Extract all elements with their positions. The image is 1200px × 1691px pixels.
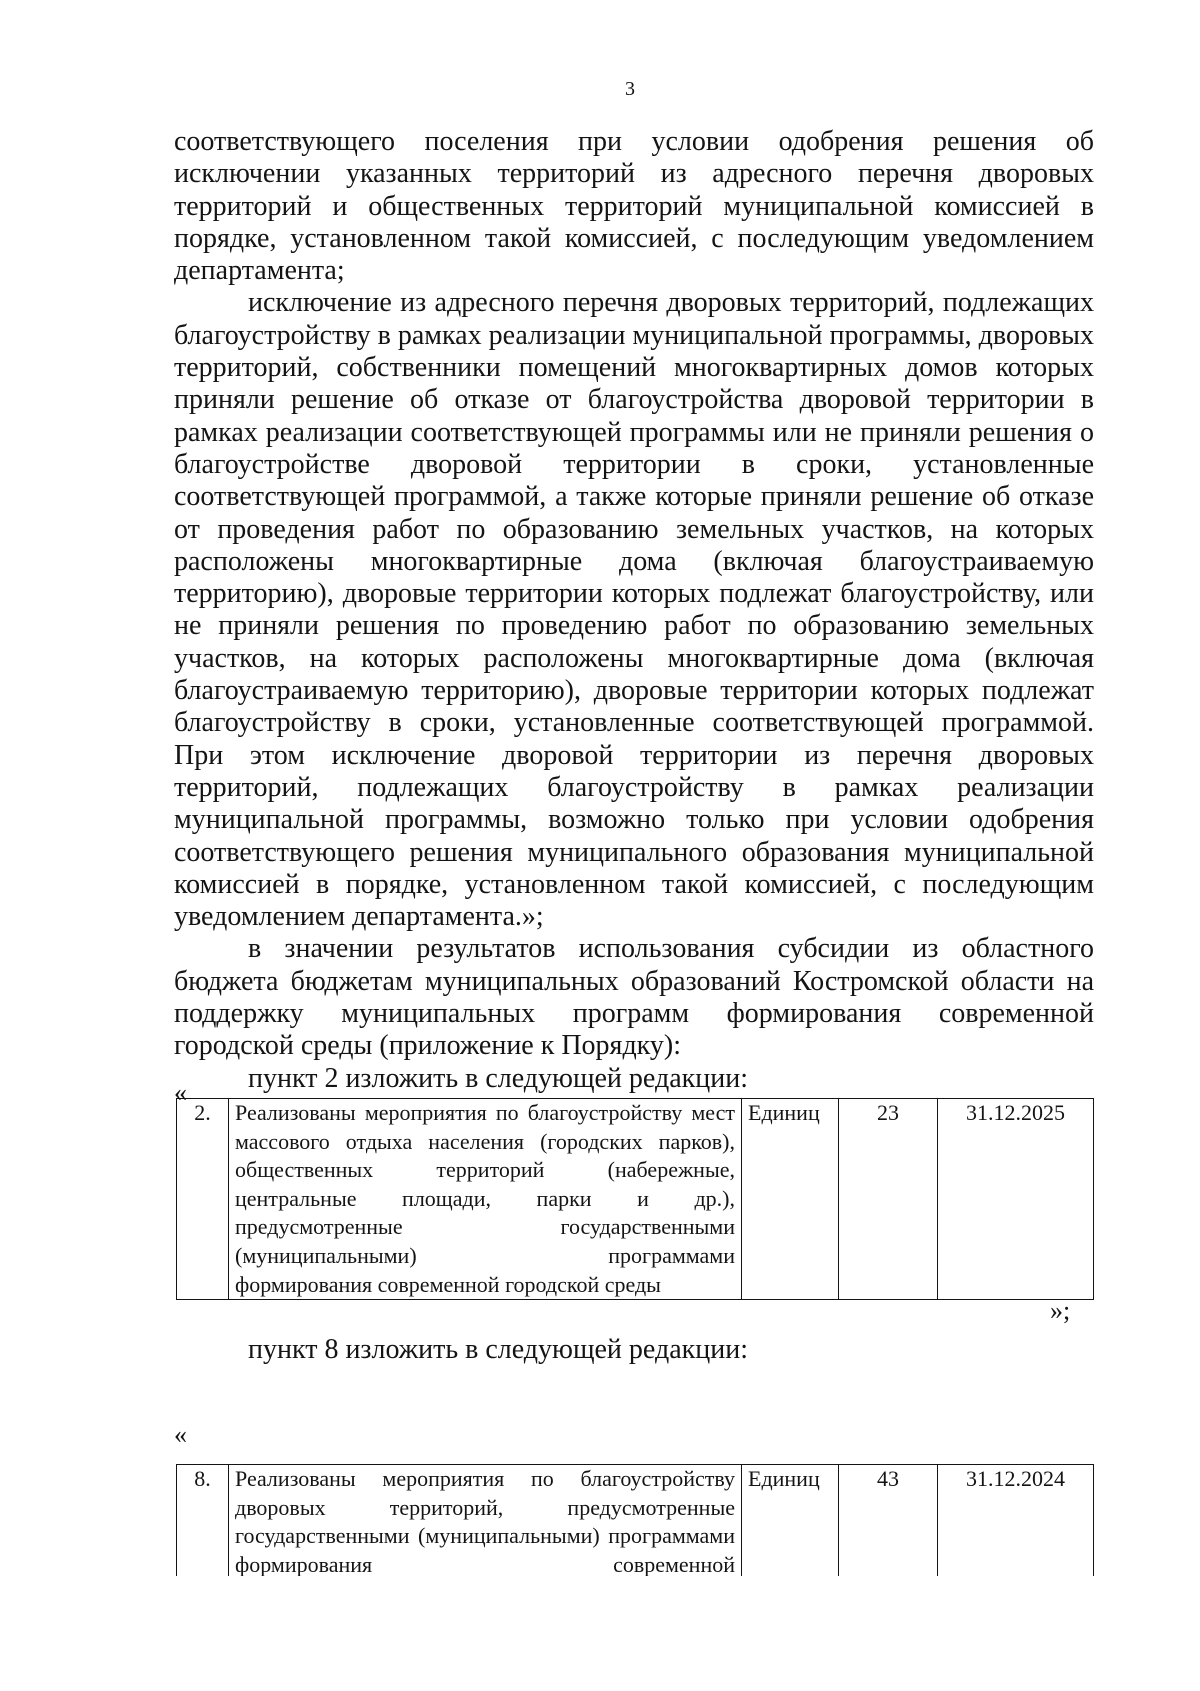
item2-description [229, 1099, 742, 1300]
page-number: 3 [625, 78, 635, 100]
item8-description: Реализованы мероприятия по благоустройству дворовых территорий, предусмотренные государственными (муниципальными) программами формирования современной [229, 1465, 742, 1577]
paragraph-subsidy-results: в значении результатов использования субсидии из областного бюджета бюджетам муниципальных образований Костромской области на поддержку муниципальных программ формирования современной городской среды (приложение к Порядку): [174, 933, 1094, 1062]
item8-table [176, 1464, 1094, 1576]
item2-description-main: Реализованы мероприятия по благоустройству мест массового отдыха населения (городских парков), общественных территорий (набережные, центральные площади, парки и др.), предусмотренные государственными (муниципальными) программами [235, 1100, 735, 1268]
closing-quote-item2: »; [1050, 1296, 1071, 1325]
item8-value: 43 [839, 1465, 938, 1577]
item8-unit: Единиц [742, 1465, 839, 1577]
item8-date: 31.12.2024 [938, 1465, 1094, 1577]
paragraph-yard-exclusion: исключение из адресного перечня дворовых территорий, подлежащих благоустройству в рамках реализации муниципальной программы, дворовых территорий, собственники помещений многоквартирных домов которых приняли решение об отказе от благоустройства дворовой территории в рамках реализации соответствующей программы или не приняли решения о благоустройстве дворовой территории в сроки, установленные соответствующей программой, а также которые приняли решение об отказе от проведения работ по образованию земельных участков, на которых расположены многоквартирные дома (включая благоустраиваемую территорию), дворовые территории которых подлежат благоустройству, или не приняли решения по проведению работ по образованию земельных участков, на которых расположены многоквартирные дома (включая благоустраиваемую территорию), дворовые территории которых подлежат благоустройству в сроки, установленные соответствующей программой. При этом исключение дворовой территории из перечня дворовых территорий, подлежащих благоустройству в рамках реализации муниципальной программы, возможно только при условии одобрения соответствующего решения муниципального образования муниципальной комиссией в порядке, установленном такой комиссией, с последующим уведомлением департамента.»; [174, 287, 1094, 933]
table-row [177, 1465, 1094, 1577]
item8-table-wrapper [176, 1464, 1096, 1576]
body-text [174, 126, 1094, 1095]
item2-number: 2. [177, 1099, 229, 1300]
item2-description-last: формирования современной городской среды [235, 1271, 661, 1297]
item2-unit: Единиц [742, 1099, 839, 1300]
table-row [177, 1099, 1094, 1300]
item2-value: 23 [839, 1099, 938, 1300]
opening-quote-item2: « [174, 1078, 187, 1107]
paragraph-item8-intro: пункт 8 изложить в следующей редакции: [248, 1334, 748, 1365]
item8-intro-block [174, 1334, 1094, 1366]
paragraph-item2-intro: пункт 2 изложить в следующей редакции: [248, 1062, 748, 1094]
opening-quote-item8: « [174, 1420, 187, 1449]
paragraph-settlement-exclusion: соответствующего поселения при условии одобрения решения об исключении указанных территорий из адресного перечня дворовых территорий и общественных территорий муниципальной комиссией в порядке, установленном такой комиссией, с последующим уведомлением департамента; [174, 126, 1094, 287]
item2-table [176, 1098, 1094, 1300]
item2-date: 31.12.2025 [938, 1099, 1094, 1300]
item8-number: 8. [177, 1465, 229, 1577]
